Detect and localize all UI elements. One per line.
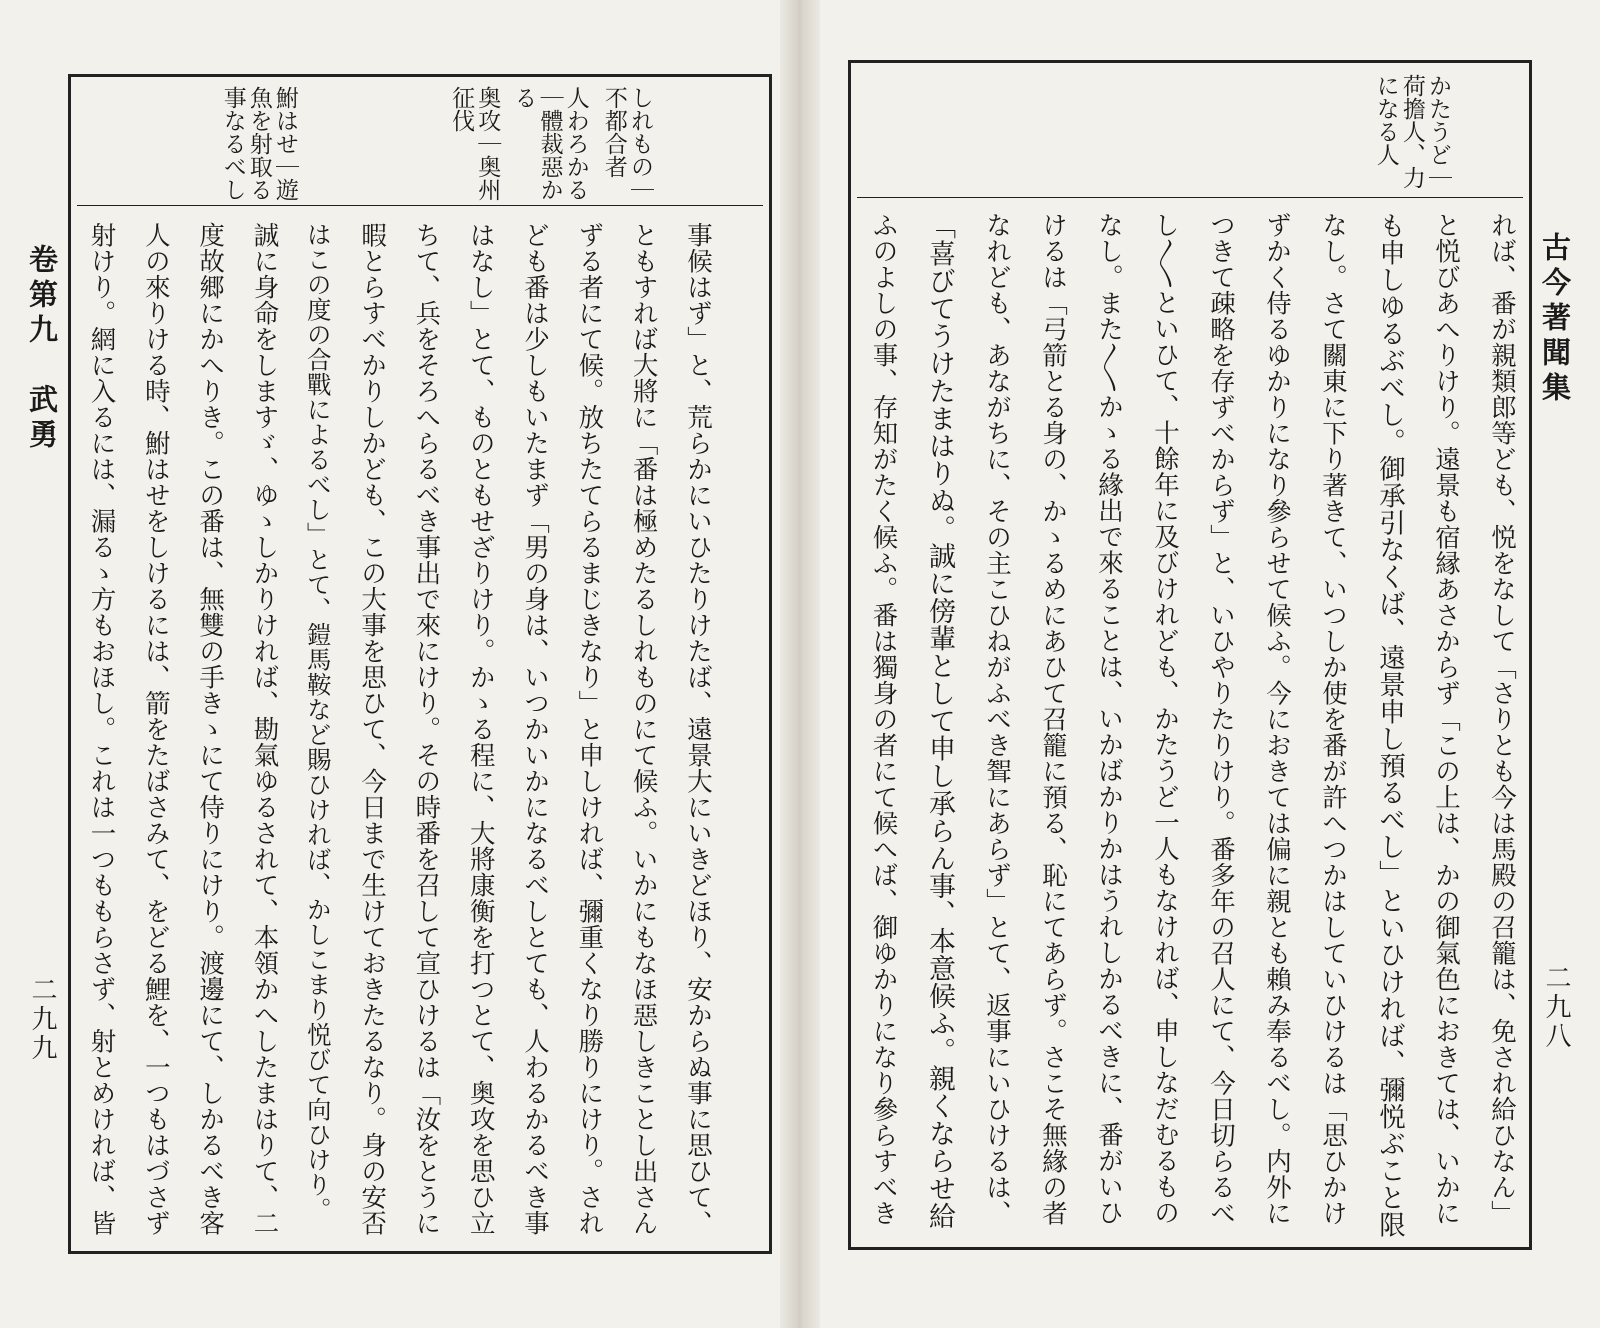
headnote-line: る [510,86,537,109]
headnote [1372,74,1450,204]
headnote-line: かたうど｜ [1425,74,1451,189]
text-column: なし。また〳〵かゝる緣出で來ることは、いかばかりかはうれしかるべきに、番がいひ [1094,212,1124,1226]
headnote-line: 事なるべし [219,86,246,201]
text-column: はこの度の合戰によるべし」とて、鎧馬鞍など賜ひければ、かしこまり悦びて向ひけり。 [303,222,333,1222]
text-column: 暇とらすべかりしかども、この大事を思ひて、今日まで生けておきたるなり。身の安否 [357,222,388,1236]
text-column: なれども、あながちに、その主こひねがふべき聟にあらず」とて、返事にいひけるは、 [982,212,1012,1226]
headnote-line: 不都合者 [600,86,627,178]
book-gutter [780,0,820,1328]
headnote-line: 奥攻｜奥州 [474,86,501,201]
text-column: なし。さて關東に下り著きて、いつしか使を番が許へつかはしていひけるは「思ひかけ [1318,212,1348,1226]
right-page [800,0,1600,1328]
text-column: 人の來りける時、鮒はせをしけるには、箭をたばさみて、をどる鯉を、一つもはづさず [140,222,171,1236]
page-number: 二九九 [27,976,57,1063]
headnote-line: 荷擔人、力 [1398,74,1425,189]
text-column: ども番は少しもいたまず「男の身は、いつかいかになるべしとても、人わるかるべき事 [520,222,550,1236]
text-column: ともすれば大將に「番は極めたるしれものにて候ふ。いかにもなほ惡しきことし出さん [628,222,659,1236]
text-column: ずる者にて候。放ちたてらるまじきなり」と申しければ、彌重くなり勝りにけり。され [574,222,605,1236]
right-body-text [868,212,1517,1240]
text-column: けるは「弓箭とる身の、かゝるめにあひて召籠に預る、恥にてあらず。さこそ無緣の者 [1038,212,1068,1226]
text-column: 射けり。網に入るには、漏るゝ方もおほし。これは一つももらさず、射とめければ、皆 [86,222,117,1236]
headnote [447,86,499,216]
text-column: つきて疎略を存ずべからず」と、いひやりたりけり。番多年の召人にて、今日切らるべ [1206,212,1236,1226]
headnote-line: 鮒はせ｜遊 [272,86,299,201]
headnote-line: 魚を射取る [245,86,272,201]
headnote-line: 人わろかる [562,86,589,201]
text-column: れば、番が親類郎等ども、悦をなして「さりとも今は馬殿の召籠は、免され給ひなん」 [1487,212,1517,1226]
left-headnotes [80,86,760,216]
headnote-line: ｜體裁惡か [536,86,563,201]
headnote [600,86,652,216]
right-headnotes [1150,74,1450,204]
headnote [509,86,587,216]
text-column: と悦びあへりけり。遠景も宿縁あさからず「この上は、かの御氣色におきては、いかに [1431,212,1461,1226]
text-column: 事候はず」と、荒らかにいひたりけたば、遠景大にいきどほり、安からぬ事に思ひて、 [682,222,713,1236]
text-column: 「喜びてうけたまはりぬ。誠に傍輩として申し承らん事、本意候ふ。親くならせ給 [924,212,955,1230]
headnote [219,86,297,216]
page-number: 二九八 [1541,964,1571,1051]
text-column: はなし」とて、ものともせざりけり。かゝる程に、大將康衡を打つとて、奥攻を思ひ立 [465,222,496,1236]
headnote-line: しれもの｜ [627,86,653,201]
headnote-line: になる人 [1372,74,1399,166]
text-column: 誠に身命をしますゞ、ゆゝしかりければ、勘氣ゆるされて、本領かへしたまはりて、二 [249,222,280,1236]
left-body-text [86,222,713,1240]
text-column: ちて、兵をそろへらるべき事出で來にけり。その時番を召して宣ひけるは「汝をとうに [411,222,442,1236]
running-head: 古今著聞集 [1538,232,1572,407]
running-head: 卷第九 武勇 [25,244,59,454]
text-column: ずかく侍るゆかりになり參らせて候ふ。今におきては偏に親とも賴み奉るべし。内外に [1262,212,1292,1226]
text-column: 度故郷にかへりき。この番は、無雙の手きゝにて侍りにけり。渡邊にて、しかるべき客 [195,222,226,1236]
headnote-line: 征伐 [448,86,475,132]
text-column: も申しゆるぶべし。御承引なくば、遠景申し預るべし」といひければ、彌悦ぶこと限 [1374,212,1405,1238]
text-column: し〳〵といひて、十餘年に及びけれども、かたうど一人もなければ、申しなだむるもの [1150,212,1180,1226]
text-column: ふのよしの事、存知がたく候ふ。番は獨身の者にて候へば、御ゆかりになり參らすべき [868,212,899,1226]
